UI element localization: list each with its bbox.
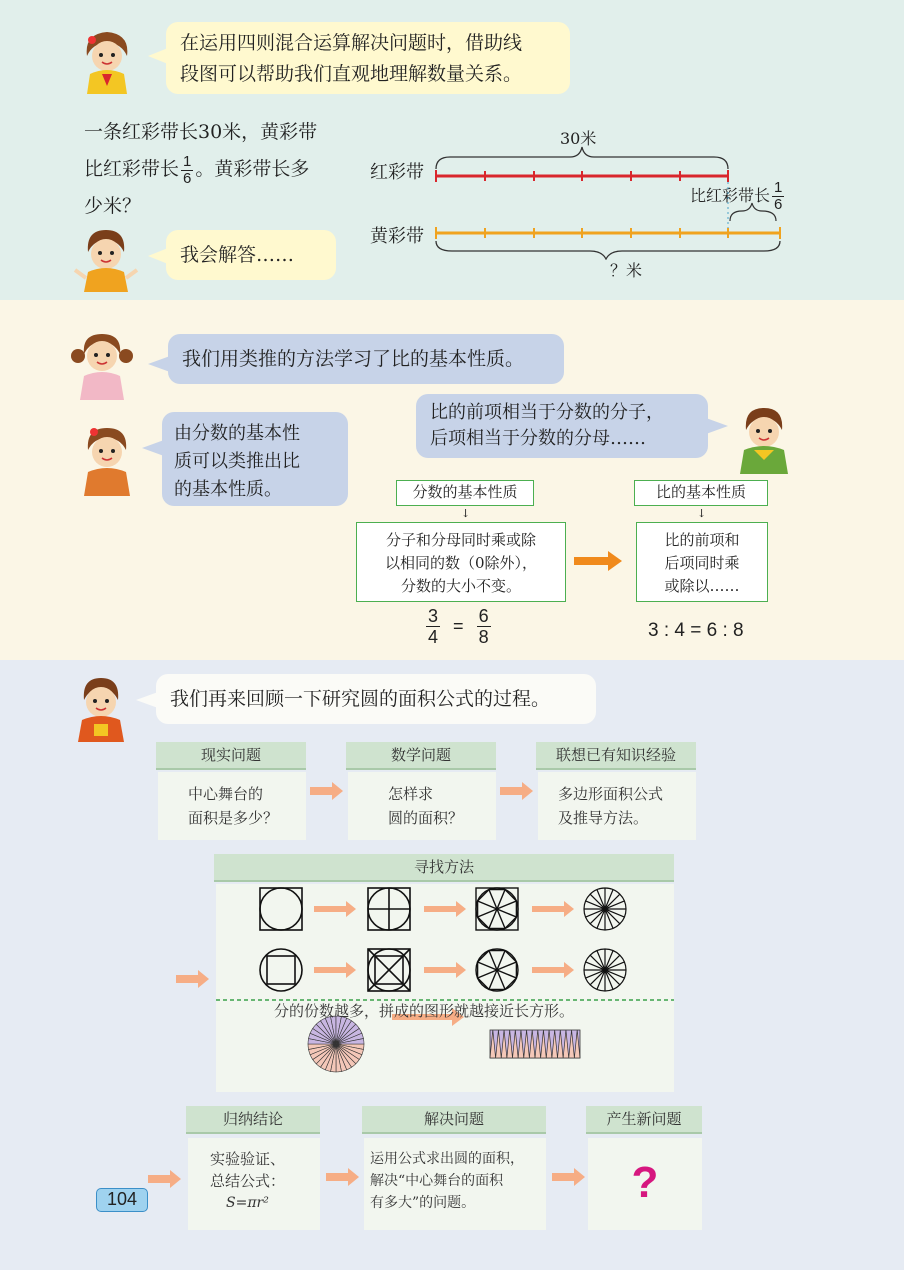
section-analogy: [0, 300, 904, 660]
ratio-equation: 3 : 4 = 6 : 8: [648, 620, 744, 641]
step-conclusion-body: [188, 1138, 320, 1230]
section-circle-area-process: [0, 660, 904, 1270]
step-body-line: 实验验证、: [210, 1150, 286, 1168]
step-body-line: 解决“中心舞台的面积: [370, 1173, 504, 1189]
ratio-property-line-1: 比的前项和: [664, 531, 740, 549]
speech-tail: [706, 418, 728, 434]
intro-line-1: 在运用四则混合运算解决问题时，借助线: [180, 32, 523, 54]
step-body-line: 有多大”的问题。: [370, 1195, 476, 1211]
octagon-divided-circle: [476, 888, 518, 930]
square-diagonal-circle: [368, 949, 410, 991]
step-title-text: 数学问题: [390, 746, 451, 764]
many-sector-circle: [584, 888, 626, 930]
fraction-numerator: 1: [774, 179, 783, 196]
method-note: 分的份数越多，拼成的图形就越接近长方形。: [274, 1002, 575, 1020]
review-text: 我们再来回顾一下研究圆的面积公式的过程。: [170, 688, 551, 710]
extra-brace: [730, 203, 776, 221]
step-title-text: 产生新问题: [606, 1110, 682, 1128]
problem-line-2-post: 。黄彩带长多: [195, 158, 310, 180]
fraction-property-line-3: 分数的大小不变。: [400, 577, 521, 595]
flow-arrow-icon: [148, 1170, 182, 1188]
circle-division-diagram: [216, 884, 674, 1092]
step-title-text: 归纳结论: [222, 1110, 283, 1128]
equals-sign: =: [453, 616, 464, 636]
step-body-line: 多边形面积公式: [558, 785, 664, 803]
fraction-three-quarters: [426, 606, 440, 647]
intro-line-2: 段图可以帮助我们直观地理解数量关系。: [180, 63, 523, 85]
derive-line-2: 质可以类推出比: [174, 451, 300, 472]
correspondence-speech-bubble: [416, 394, 708, 458]
fraction-denominator: 6: [183, 169, 192, 187]
speech-tail: [148, 248, 168, 264]
line-segment-diagram: [430, 145, 790, 260]
fraction-property-line-1: 分子和分母同时乘或除: [385, 531, 536, 549]
step-solve-title: [362, 1106, 546, 1134]
many-sector-circle: [584, 949, 626, 991]
flow-arrow-icon: [500, 782, 534, 800]
fraction-property-title-text: 分数的基本性质: [412, 483, 518, 501]
sectored-disc: [308, 1016, 364, 1072]
boy-avatar: [728, 400, 800, 474]
fraction-property-box: [356, 522, 566, 602]
fraction-numerator: 1: [183, 152, 192, 170]
boy-avatar: [68, 670, 134, 742]
octagon-sector-circle: [476, 949, 518, 991]
fraction-denominator: 6: [774, 196, 783, 213]
problem-line-1: 一条红彩带长30米，黄彩带: [84, 121, 318, 143]
ratio-property-title-text: 比的基本性质: [655, 483, 746, 501]
fraction-denominator: 8: [478, 627, 489, 647]
fraction-numerator: 3: [428, 606, 439, 626]
speech-tail: [142, 440, 164, 456]
word-problem: [84, 114, 354, 225]
speech-tail: [148, 48, 168, 64]
ratio-property-box: [636, 522, 768, 602]
derive-line-3: 的基本性质。: [174, 479, 282, 500]
step-title-text: 联想已有知识经验: [555, 746, 676, 764]
step-body-line: 面积是多少？: [188, 809, 279, 827]
analogy-text: 我们用类推的方法学习了比的基本性质。: [182, 348, 525, 370]
step-prior-knowledge-title: [536, 742, 696, 770]
step-body-line: 及推导方法。: [558, 809, 649, 827]
flow-arrow-icon: [176, 970, 210, 988]
step-math-problem-title: [346, 742, 496, 770]
flow-arrow-icon: [552, 1168, 586, 1186]
step-title-text: 现实问题: [200, 746, 261, 764]
unknown-brace: [436, 241, 780, 259]
fraction-property-line-2: 以相同的数（0除外），: [384, 554, 538, 572]
question-mark-icon: ?: [631, 1158, 659, 1207]
page-number: 104: [96, 1188, 148, 1212]
problem-line-2: [84, 151, 354, 188]
step-real-problem-body: [158, 772, 306, 840]
derive-speech-bubble: [162, 412, 348, 506]
analogy-arrow-icon: [574, 550, 624, 572]
review-speech-bubble: [156, 674, 596, 724]
area-formula: S=πr²: [226, 1195, 269, 1211]
ratio-property-line-2: 后项同时乘: [664, 554, 740, 572]
fraction-property-title: [396, 480, 534, 506]
girl-avatar: [72, 420, 142, 496]
flow-arrow-icon: [326, 1168, 360, 1186]
down-arrow-icon: ↓: [461, 507, 471, 520]
correspondence-line-2: 后项相当于分数的分母……: [430, 428, 646, 449]
square-inscribed-circle: [260, 888, 302, 930]
fraction-numerator: 6: [478, 606, 489, 626]
step-body-line: 运用公式求出圆的面积，: [370, 1151, 524, 1167]
step-body-line: 中心舞台的: [188, 785, 264, 803]
square-quartered-circle: [368, 888, 410, 930]
ratio-property-title: [634, 480, 768, 506]
speech-tail: [136, 692, 158, 708]
step-prior-knowledge-body: [538, 772, 696, 840]
derive-line-1: 由分数的基本性: [174, 423, 300, 444]
total-length-label: 30米: [560, 129, 597, 148]
analogy-speech-bubble: [168, 334, 564, 384]
red-ribbon-label: 红彩带: [370, 162, 424, 183]
step-new-question-title: [586, 1106, 702, 1134]
extra-length-text: 比红彩带长: [690, 186, 771, 205]
step-body-line: 怎样求: [388, 785, 434, 803]
step-real-problem-title: [156, 742, 306, 770]
yellow-ribbon-label: 黄彩带: [370, 226, 424, 247]
circle-inscribed-square: [260, 949, 302, 991]
unknown-length-label: ？米: [610, 261, 643, 280]
answer-text: 我会解答……: [180, 244, 295, 266]
fraction-one-sixth: [181, 154, 193, 187]
step-body-line: 圆的面积？: [388, 809, 464, 827]
fraction-equation: [424, 606, 493, 647]
fraction-denominator: 4: [428, 627, 439, 647]
step-solve-body: [364, 1138, 546, 1230]
ratio-property-line-3: 或除以……: [664, 577, 740, 595]
step-math-problem-body: [348, 772, 496, 840]
problem-line-2-pre: 比红彩带长: [84, 158, 180, 180]
boy-avatar: [70, 222, 142, 294]
speech-tail: [148, 356, 170, 372]
down-arrow-icon: ↓: [697, 507, 707, 520]
step-body-line: 总结公式：: [210, 1172, 286, 1190]
step-conclusion-title: [186, 1106, 320, 1134]
intro-speech-bubble: [166, 22, 570, 94]
flow-arrow-icon: [310, 782, 344, 800]
step-new-question-body: [588, 1138, 702, 1230]
problem-line-3: 少米？: [84, 195, 142, 217]
step-title-text: 解决问题: [423, 1110, 484, 1128]
section-line-diagram: [0, 0, 904, 300]
fraction-six-eighths: [477, 606, 491, 647]
girl-pigtails-avatar: [68, 326, 136, 400]
answer-speech-bubble: [166, 230, 336, 280]
approximate-rectangle: [490, 1030, 580, 1058]
girl-avatar: [72, 26, 142, 96]
correspondence-line-1: 比的前项相当于分数的分子，: [430, 402, 664, 423]
total-brace: [436, 147, 728, 169]
method-title: [214, 854, 674, 882]
method-title-text: 寻找方法: [413, 858, 474, 876]
